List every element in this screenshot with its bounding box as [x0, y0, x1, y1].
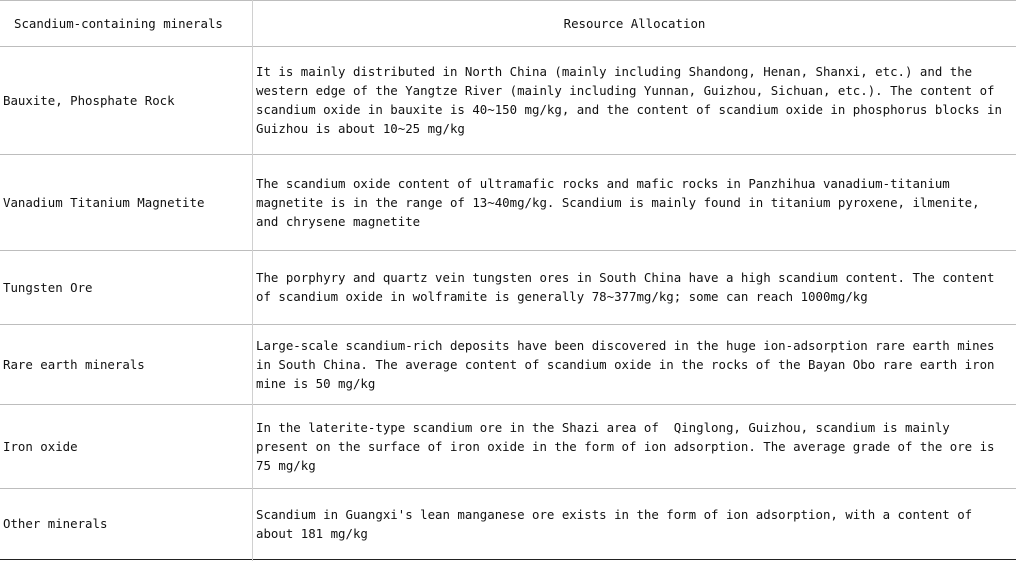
table-row: [0, 250, 1016, 325]
table-row: [0, 46, 1016, 155]
mineral-cell: Other minerals: [3, 516, 108, 531]
table-header: [0, 0, 1016, 47]
header-minerals: Scandium-containing minerals: [14, 16, 223, 31]
header-allocation: Resource Allocation: [563, 16, 706, 31]
table-row: [0, 488, 1016, 560]
allocation-cell: The porphyry and quartz vein tungsten ores in South China have a high scandium content. The content of scandium oxide in wolframite is generally 78~377mg/kg; some can reach 1000mg/kg: [256, 270, 1002, 304]
column-divider: [252, 0, 253, 561]
mineral-cell: Tungsten Ore: [3, 279, 93, 295]
allocation-cell: In the laterite-type scandium ore in the Shazi area of Qinglong, Guizhou, scandium is mainly present on the surface of iron oxide in the form of ion adsorption. The average grade of the ore is 75 mg/kg: [256, 419, 1002, 473]
mineral-cell: Vanadium Titanium Magnetite: [3, 194, 205, 210]
mineral-cell: Bauxite, Phosphate Rock: [3, 92, 175, 108]
table-row: [0, 154, 1016, 251]
allocation-cell: The scandium oxide content of ultramafic rocks and mafic rocks in Panzhihua vanadium-titanium magnetite is in the range of 13~40mg/kg. Scandium is mainly found in titanium pyroxene, ilmenite, and chrysene magnetite: [256, 175, 988, 229]
mineral-cell: Rare earth minerals: [3, 356, 145, 372]
allocation-cell: It is mainly distributed in North China (mainly including Shandong, Henan, Shanxi, etc.) and the western edge of the Yangtze River (mainly including Yunnan, Guizhou, Sichuan, etc.). The content of scandium oxide in bauxite is 40~150 mg/kg, and the content of scandium oxide in phosphorus blocks in Guizhou is about 10~25 mg/kg: [256, 64, 1010, 136]
table-row: [0, 324, 1016, 405]
table-row: [0, 404, 1016, 489]
allocation-cell: Scandium in Guangxi's lean manganese ore exists in the form of ion adsorption, with a content of about 181 mg/kg: [256, 506, 980, 541]
mineral-cell: Iron oxide: [3, 438, 78, 454]
allocation-cell: Large-scale scandium-rich deposits have been discovered in the huge ion-adsorption rare earth mines in South China. The average content of scandium oxide in the rocks of the Bayan Obo rare earth iron mine is 50 mg/kg: [256, 337, 1002, 391]
